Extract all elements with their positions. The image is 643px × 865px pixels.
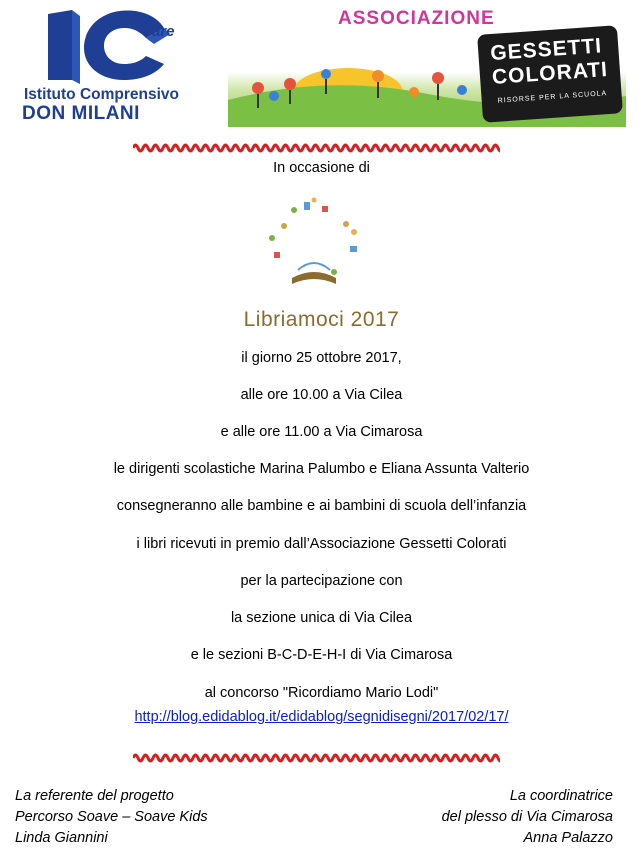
wavy-divider-bottom xyxy=(133,751,500,765)
association-title: ASSOCIAZIONE xyxy=(338,8,495,29)
school-name-line1: Istituto Comprensivo xyxy=(24,86,180,103)
school-logo xyxy=(14,6,214,124)
badge-line2: COLORATI xyxy=(491,57,609,90)
signature-left-line: Linda Giannini xyxy=(15,830,108,846)
body-line: il giorno 25 ottobre 2017, xyxy=(241,350,402,366)
body-line: i libri ricevuti in premio dall’Associazione Gessetti Colorati xyxy=(136,536,507,552)
body-line: alle ore 10.00 a Via Cilea xyxy=(240,387,403,403)
body-line: al concorso "Ricordiamo Mario Lodi" xyxy=(204,685,439,701)
contest-link[interactable]: http://blog.edidablog.it/edidablog/segnidisegni/2017/02/17/ xyxy=(134,709,509,725)
signature-left xyxy=(15,786,208,849)
body-line: le dirigenti scolastiche Marina Palumbo e Eliana Assunta Valterio xyxy=(113,461,530,477)
signature-left-line: La referente del progetto xyxy=(15,788,174,804)
body-line: consegneranno alle bambine e ai bambini di scuola dell’infanzia xyxy=(116,498,527,514)
body-line: per la partecipazione con xyxy=(240,573,403,589)
ic-mark-suffix: are xyxy=(152,23,175,40)
school-name-line2: DON MILANI xyxy=(22,103,140,124)
signature-right-line: La coordinatrice xyxy=(509,788,613,804)
body-line: la sezione unica di Via Cilea xyxy=(230,610,413,626)
signature-right-line: Anna Palazzo xyxy=(523,830,613,846)
signature-right xyxy=(442,786,613,849)
libriamoci-logo-icon xyxy=(254,196,374,296)
body-line: e alle ore 11.00 a Via Cimarosa xyxy=(220,424,423,440)
badge-tagline: RISORSE PER LA SCUOLA xyxy=(497,90,608,105)
signature-right-line: del plesso di Via Cimarosa xyxy=(441,809,613,825)
signature-left-line: Percorso Soave – Soave Kids xyxy=(15,809,208,825)
badge-line1: GESSETTI xyxy=(489,34,603,66)
ic-monogram-icon xyxy=(14,6,214,86)
intro-text: In occasione di xyxy=(273,160,370,176)
body-line: e le sezioni B-C-D-E-H-I di Via Cimarosa xyxy=(190,647,453,663)
wavy-divider-top xyxy=(133,141,500,155)
association-banner xyxy=(228,4,626,127)
libriamoci-title: Libriamoci 2017 xyxy=(243,308,400,331)
gessetti-colorati-badge xyxy=(477,25,623,123)
